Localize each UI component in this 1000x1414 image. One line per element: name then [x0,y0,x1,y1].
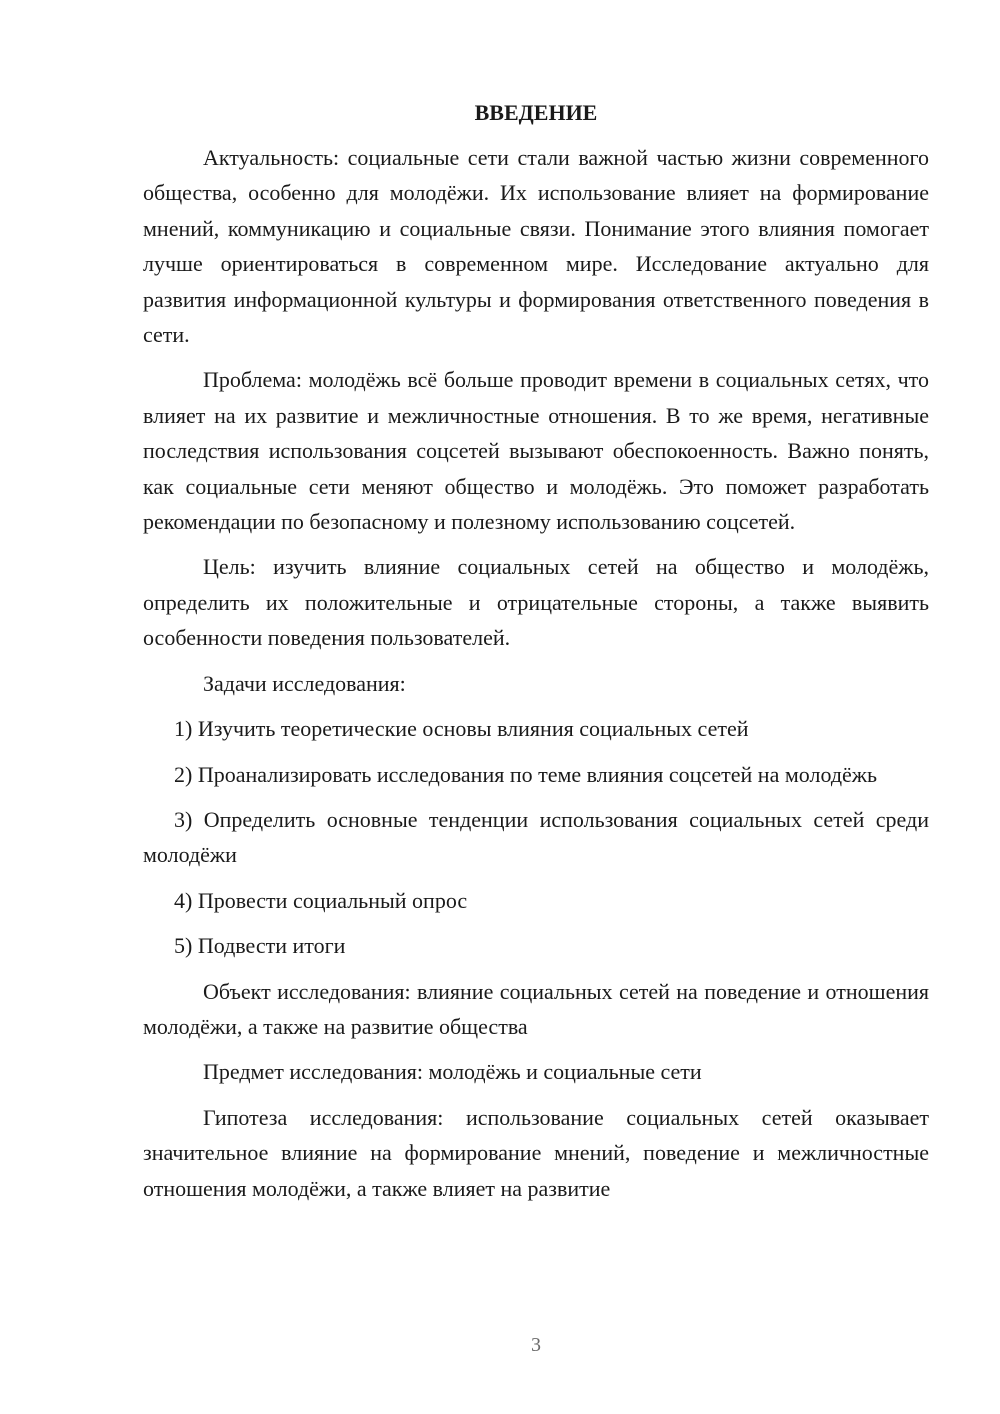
task-item: 3) Определить основные тенденции использования социальных сетей среди молодёжи [143,806,929,868]
paragraph-relevance: Актуальность: социальные сети стали важной частью жизни современного общества, особенно для молодёжи. Их использование влияет на формирование мнений, коммуникацию и социальные связи. Понимание этого влияния помогает лучше ориентироваться в современном мире. Исследование актуально для развития информационной культуры и формирования ответственного поведения в сети. [143,145,929,348]
task-item: 2) Проанализировать исследования по теме влияния соцсетей на молодёжь [174,761,878,787]
task-item: 4) Провести социальный опрос [174,887,468,913]
paragraph-problem: Проблема: молодёжь всё больше проводит времени в социальных сетях, что влияет на их развитие и межличностные отношения. В то же время, негативные последствия использования соцсетей вызывают обеспокоенность. Важно понять, как социальные сети меняют общество и молодёжь. Это поможет разработать рекомендации по безопасному и полезному использованию соцсетей. [143,367,929,535]
task-item: 1) Изучить теоретические основы влияния социальных сетей [174,716,749,742]
page-number: 3 [531,1334,541,1356]
paragraph-subject: Предмет исследования: молодёжь и социальные сети [203,1059,702,1085]
task-item: 5) Подвести итоги [174,933,346,959]
page-title: ВВЕДЕНИЕ [474,100,598,125]
tasks-heading: Задачи исследования: [203,670,406,696]
paragraph-hypothesis: Гипотеза исследования: использование социальных сетей оказывает значительное влияние на формирование мнений, поведение и межличностные отношения молодёжи, а также влияет на развитие [143,1104,929,1201]
page-content [143,95,929,1216]
paragraph-object: Объект исследования: влияние социальных сетей на поведение и отношения молодёжи, а также на развитие общества [143,978,929,1039]
paragraph-goal: Цель: изучить влияние социальных сетей на общество и молодёжь, определить их положительные и отрицательные стороны, а также выявить особенности поведения пользователей. [143,554,929,651]
